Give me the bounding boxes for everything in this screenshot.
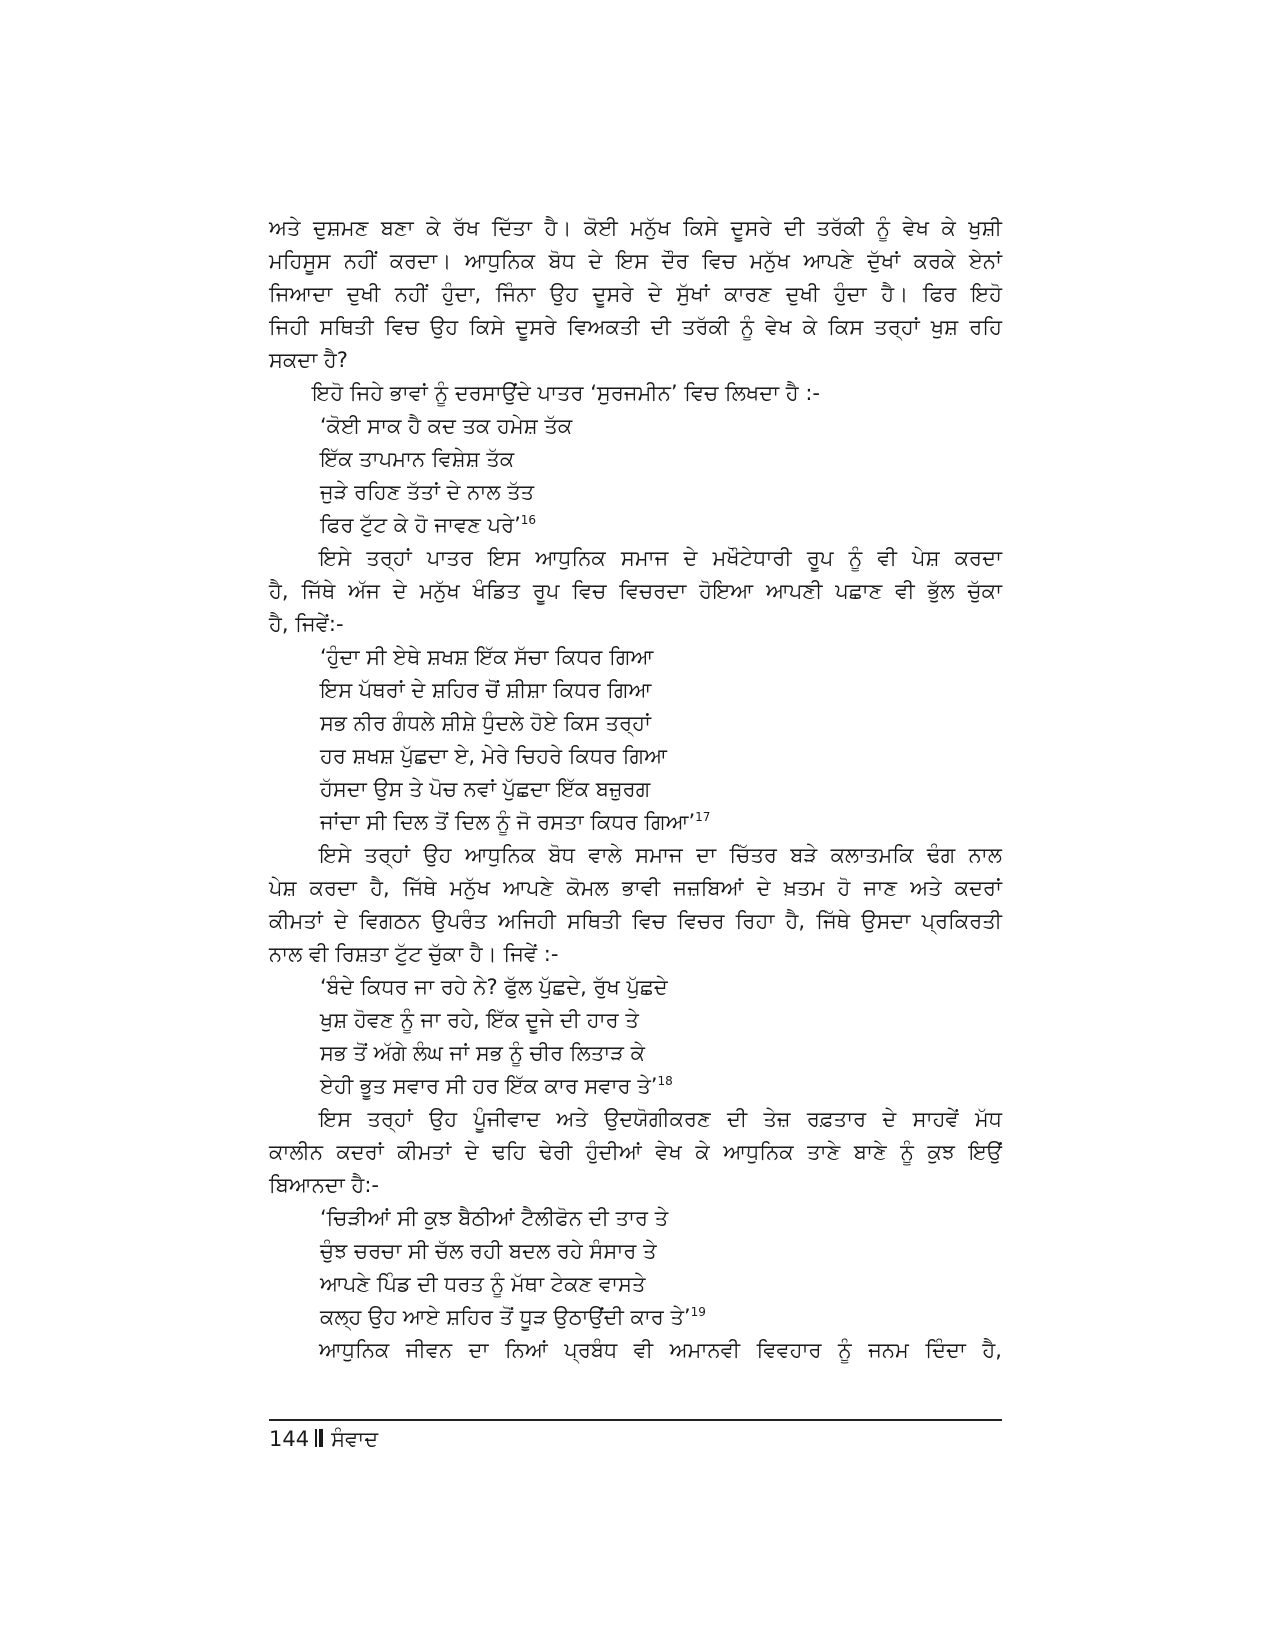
verse-line: ‘ਹੁੰਦਾ ਸੀ ਏਥੇ ਸ਼ਖਸ਼ ਇੱਕ ਸੱਚਾ ਕਿਧਰ ਗਿਆ [320, 645, 654, 669]
verse-line: ‘ਚਿੜੀਆਂ ਸੀ ਕੁਝ ਬੈਠੀਆਂ ਟੈਲੀਫੋਨ ਦੀ ਤਾਰ ਤੇ [320, 1206, 669, 1230]
verse-quote-1 [320, 410, 572, 542]
verse-line: ਸਭ ਨੀਰ ਗੰਧਲੇ ਸ਼ੀਸ਼ੇ ਧੁੰਦਲੇ ਹੋਏ ਕਿਸ ਤਰ੍ਹਾਂ [320, 711, 651, 735]
verse-line-text: ਏਹੀ ਭੂਤ ਸਵਾਰ ਸੀ ਹਰ ਇੱਕ ਕਾਰ ਸਵਾਰ ਤੇ’ [320, 1074, 658, 1098]
verse-line: ‘ਬੰਦੇ ਕਿਧਰ ਜਾ ਰਹੇ ਨੇ? ਫੁੱਲ ਪੁੱਛਦੇ, ਰੁੱਖ ਪੁੱਛਦੇ [320, 975, 668, 999]
verse-line [320, 1301, 706, 1334]
paragraph-3 [269, 542, 1002, 641]
verse-line [320, 509, 572, 542]
verse-line [320, 1070, 673, 1103]
verse-line [320, 806, 710, 839]
text-line: ਇਸ ਤਰ੍ਹਾਂ ਉਹ ਪੂੰਜੀਵਾਦ ਅਤੇ ਉਦਯੋਗੀਕਰਣ ਦੀ ਤੇਜ਼ ਰਫ਼ਤਾਰ ਦੇ ਸਾਹਵੇਂ ਮੱਧ [319, 1107, 1002, 1131]
verse-line: ਇਸ ਪੱਥਰਾਂ ਦੇ ਸ਼ਹਿਰ ਚੋਂ ਸ਼ੀਸ਼ਾ ਕਿਧਰ ਗਿਆ [320, 678, 652, 702]
text-line: ਕਾਲੀਨ ਕਦਰਾਂ ਕੀਮਤਾਂ ਦੇ ਢਹਿ ਢੇਰੀ ਹੁੰਦੀਆਂ ਵੇਖ ਕੇ ਆਧੁਨਿਕ ਤਾਣੇ ਬਾਣੇ ਨੂੰ ਕੁਝ ਇਉਂ [269, 1140, 1002, 1164]
text-line: ਇਸੇ ਤਰ੍ਹਾਂ ਉਹ ਆਧੁਨਿਕ ਬੋਧ ਵਾਲੇ ਸਮਾਜ ਦਾ ਚਿੱਤਰ ਬੜੇ ਕਲਾਤਮਕਿ ਢੰਗ ਨਾਲ [319, 843, 1002, 867]
verse-line: ਇੱਕ ਤਾਪਮਾਨ ਵਿਸ਼ੇਸ਼ ਤੱਕ [320, 447, 515, 471]
verse-line: ਹੱਸਦਾ ਉਸ ਤੇ ਪੋਚ ਨਵਾਂ ਪੁੱਛਦਾ ਇੱਕ ਬਜ਼ੁਰਗ [320, 777, 651, 801]
footer-rule [269, 1419, 1002, 1421]
verse-quote-2 [320, 641, 710, 839]
verse-line: ਚੁੰਝ ਚਰਚਾ ਸੀ ਚੱਲ ਰਹੀ ਬਦਲ ਰਹੇ ਸੰਸਾਰ ਤੇ [320, 1239, 657, 1263]
footnote-ref: 18 [657, 1074, 673, 1088]
text-line: ਸਕਦਾ ਹੈ? [269, 348, 348, 372]
paragraph-1 [269, 212, 1002, 377]
verse-line: ਜੁੜੇ ਰਹਿਣ ਤੱਤਾਂ ਦੇ ਨਾਲ ਤੱਤ [320, 480, 535, 504]
verse-quote-3 [320, 971, 673, 1103]
text-line: ਹੈ, ਜਿਵੇਂ:- [269, 612, 344, 636]
footnote-ref: 19 [690, 1305, 706, 1319]
verse-line-text: ਜਾਂਦਾ ਸੀ ਦਿਲ ਤੋਂ ਦਿਲ ਨੂੰ ਜੋ ਰਸਤਾ ਕਿਧਰ ਗਿਆ’ [320, 810, 696, 834]
verse-quote-4 [320, 1202, 706, 1334]
text-line: ਇਸੇ ਤਰ੍ਹਾਂ ਪਾਤਰ ਇਸ ਆਧੁਨਿਕ ਸਮਾਜ ਦੇ ਮਖੌਟੇਧਾਰੀ ਰੂਪ ਨੂੰ ਵੀ ਪੇਸ਼ ਕਰਦਾ [319, 546, 1002, 570]
footnote-ref: 17 [695, 810, 711, 824]
verse-line: ‘ਕੋਈ ਸਾਕ ਹੈ ਕਦ ਤਕ ਹਮੇਸ਼ ਤੱਕ [320, 414, 573, 438]
verse-line: ਹਰ ਸ਼ਖਸ਼ ਪੁੱਛਦਾ ਏ, ਮੇਰੇ ਚਿਹਰੇ ਕਿਧਰ ਗਿਆ [320, 744, 668, 768]
verse-line: ਖੁਸ਼ ਹੋਵਣ ਨੂੰ ਜਾ ਰਹੇ, ਇੱਕ ਦੂਜੇ ਦੀ ਹਾਰ ਤੇ [320, 1008, 639, 1032]
verse-line: ਆਪਣੇ ਪਿੰਡ ਦੀ ਧਰਤ ਨੂੰ ਮੱਥਾ ਟੇਕਣ ਵਾਸਤੇ [320, 1272, 646, 1296]
text-line: ਨਾਲ ਵੀ ਰਿਸ਼ਤਾ ਟੁੱਟ ਚੁੱਕਾ ਹੈ। ਜਿਵੇਂ :- [269, 942, 559, 966]
text-line: ਜਿਹੀ ਸਥਿਤੀ ਵਿਚ ਉਹ ਕਿਸੇ ਦੂਸਰੇ ਵਿਅਕਤੀ ਦੀ ਤਰੱਕੀ ਨੂੰ ਵੇਖ ਕੇ ਕਿਸ ਤਰ੍ਹਾਂ ਖੁਸ਼ ਰਹਿ [269, 315, 1002, 339]
verse-line-text: ਕਲ੍ਹ ਉਹ ਆਏ ਸ਼ਹਿਰ ਤੋਂ ਧੂੜ ਉਠਾਉਂਦੀ ਕਾਰ ਤੇ’ [320, 1305, 691, 1329]
text-line: ਹੈ, ਜਿੱਥੇ ਅੱਜ ਦੇ ਮਨੁੱਖ ਖੰਡਿਤ ਰੂਪ ਵਿਚ ਵਿਚਰਦਾ ਹੋਇਆ ਆਪਣੀ ਪਛਾਣ ਵੀ ਭੁੱਲ ਚੁੱਕਾ [269, 579, 1002, 603]
text-line: ਪੇਸ਼ ਕਰਦਾ ਹੈ, ਜਿੱਥੇ ਮਨੁੱਖ ਆਪਣੇ ਕੋਮਲ ਭਾਵੀ ਜਜ਼ਬਿਆਂ ਦੇ ਖ਼ਤਮ ਹੋ ਜਾਣ ਅਤੇ ਕਦਰਾਂ [269, 876, 1002, 900]
page-footer [269, 1424, 378, 1455]
paragraph-2 [269, 377, 1002, 410]
footnote-ref: 16 [520, 513, 537, 527]
verse-line: ਸਭ ਤੋਂ ਅੱਗੇ ਲੰਘ ਜਾਂ ਸਭ ਨੂੰ ਚੀਰ ਲਿਤਾੜ ਕੇ [320, 1041, 645, 1065]
text-line: ਇਹੋ ਜਿਹੇ ਭਾਵਾਂ ਨੂੰ ਦਰਸਾਉਂਦੇ ਪਾਤਰ ‘ਸੁਰਜਮੀਨ’ ਵਿਚ ਲਿਖਦਾ ਹੈ :- [312, 381, 821, 405]
journal-name: ਸੰਵਾਦ [331, 1427, 379, 1451]
separator-bars-icon [315, 1425, 325, 1455]
verse-line-text: ਫਿਰ ਟੁੱਟ ਕੇ ਹੋ ਜਾਵਣ ਪਰੇ’ [320, 513, 521, 537]
paragraph-4 [269, 839, 1002, 971]
text-line: ਅਤੇ ਦੁਸ਼ਮਣ ਬਣਾ ਕੇ ਰੱਖ ਦਿੱਤਾ ਹੈ। ਕੋਈ ਮਨੁੱਖ ਕਿਸੇ ਦੂਸਰੇ ਦੀ ਤਰੱਕੀ ਨੂੰ ਵੇਖ ਕੇ ਖੁਸ਼ੀ [269, 216, 1002, 240]
text-line: ਮਹਿਸੂਸ ਨਹੀਂ ਕਰਦਾ। ਆਧੁਨਿਕ ਬੋਧ ਦੇ ਇਸ ਦੌਰ ਵਿਚ ਮਨੁੱਖ ਆਪਣੇ ਦੁੱਖਾਂ ਕਰਕੇ ਏਨਾਂ [269, 249, 1002, 273]
text-line: ਜਿਆਦਾ ਦੁਖੀ ਨਹੀਂ ਹੁੰਦਾ, ਜਿੰਨਾ ਉਹ ਦੂਸਰੇ ਦੇ ਸੁੱਖਾਂ ਕਾਰਣ ਦੁਖੀ ਹੁੰਦਾ ਹੈ। ਫਿਰ ਇਹੋ [269, 282, 1002, 306]
paragraph-6 [269, 1334, 1002, 1367]
text-line: ਆਧੁਨਿਕ ਜੀਵਨ ਦਾ ਨਿਆਂ ਪ੍ਰਬੰਧ ਵੀ ਅਮਾਨਵੀ ਵਿਵਹਾਰ ਨੂੰ ਜਨਮ ਦਿੰਦਾ ਹੈ, [319, 1338, 1002, 1362]
paragraph-5 [269, 1103, 1002, 1202]
text-line: ਬਿਆਨਦਾ ਹੈ:- [269, 1173, 379, 1197]
text-line: ਕੀਮਤਾਂ ਦੇ ਵਿਗਠਨ ਉਪਰੰਤ ਅਜਿਹੀ ਸਥਿਤੀ ਵਿਚ ਵਿਚਰ ਰਿਹਾ ਹੈ, ਜਿੱਥੇ ਉਸਦਾ ਪ੍ਰਕਿਰਤੀ [269, 909, 1002, 933]
page-number: 144 [269, 1427, 310, 1451]
